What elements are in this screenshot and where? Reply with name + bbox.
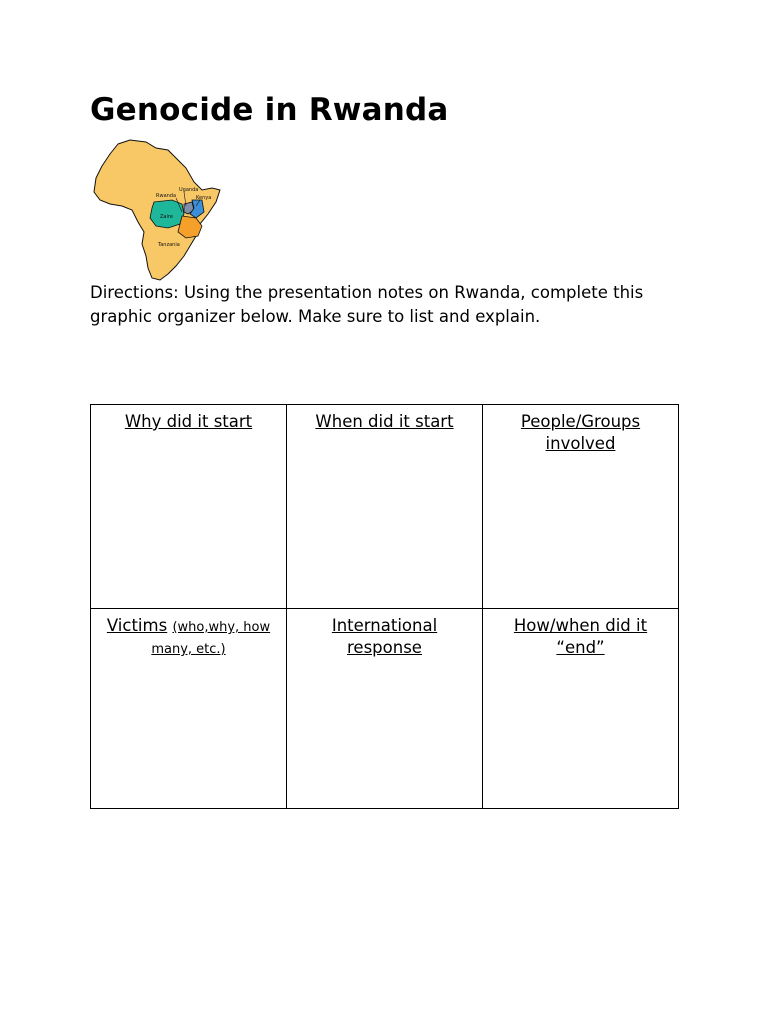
map-label-uganda: Uganda <box>179 187 199 193</box>
cell-header: When did it start <box>315 412 454 431</box>
map-label-kenya: Kenya <box>196 195 212 201</box>
map-label-rwanda: Rwanda <box>156 193 177 199</box>
page-title: Genocide in Rwanda <box>90 92 449 128</box>
cell-header: Victims <box>106 616 168 635</box>
africa-map-image <box>90 138 224 282</box>
directions-text: Directions: Using the presentation notes on Rwanda, complete this graphic organizer below. Make sure to list and explain. <box>90 283 644 326</box>
table-row <box>91 609 679 809</box>
cell-header: International response <box>331 616 438 657</box>
cell-header: Why did it start <box>124 412 253 431</box>
cell-header: People/Groups involved <box>520 412 641 453</box>
organizer-cell-why-start <box>91 405 287 609</box>
organizer-cell-international-response <box>287 609 483 809</box>
organizer-cell-how-when-end <box>483 609 679 809</box>
organizer-cell-victims <box>91 609 287 809</box>
organizer-cell-people-groups <box>483 405 679 609</box>
map-label-tanzania: Tanzania <box>158 242 180 248</box>
cell-subheader: (who,why, how many, etc.) <box>151 620 271 657</box>
map-label-zaire: Zaire <box>160 214 173 220</box>
organizer-cell-when-start <box>287 405 483 609</box>
cell-header: How/when did it “end” <box>513 616 648 657</box>
table-row <box>91 405 679 609</box>
graphic-organizer-table <box>90 404 679 809</box>
